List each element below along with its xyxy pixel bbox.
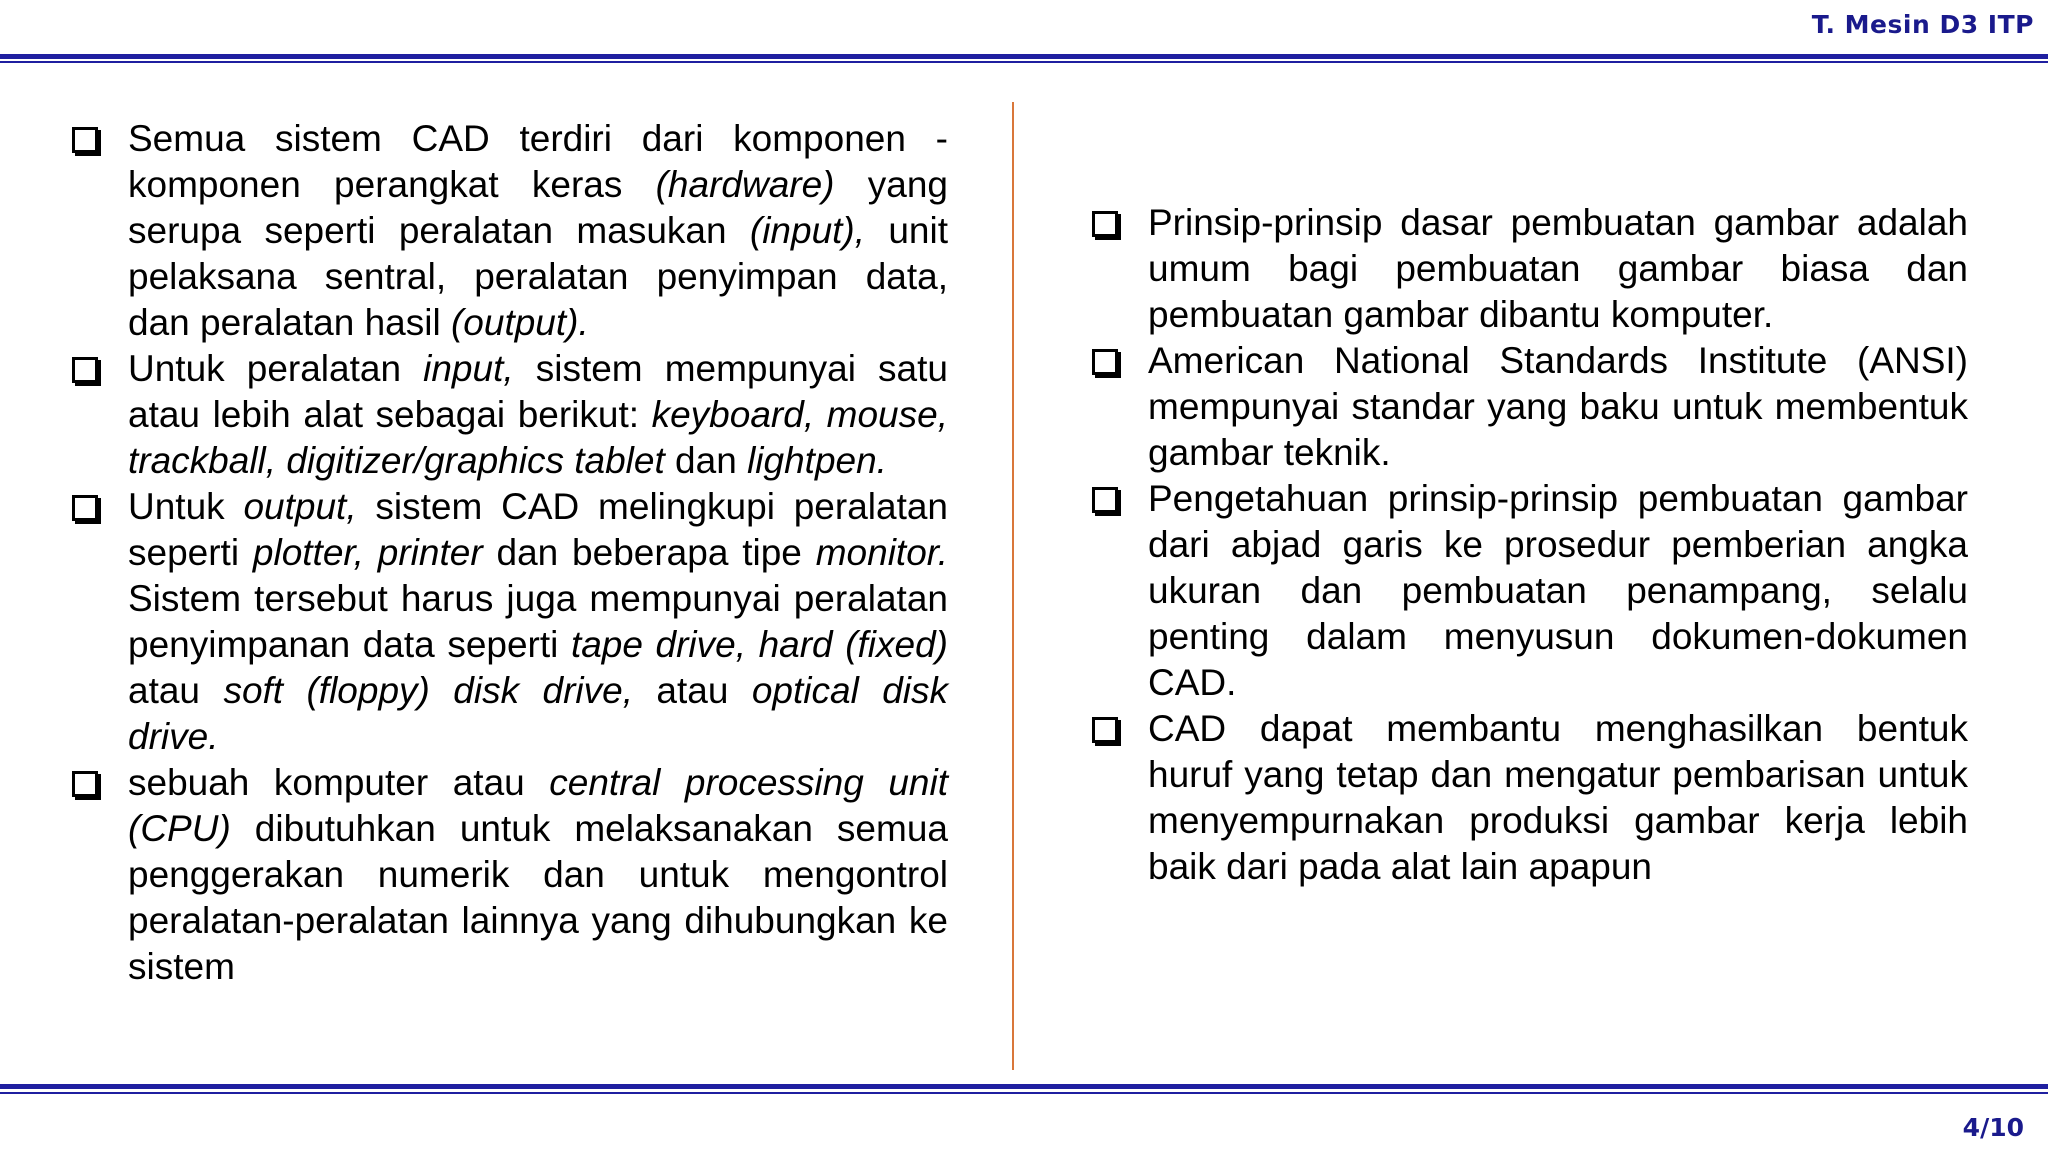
left-column bbox=[72, 116, 948, 990]
list-item-text bbox=[1148, 340, 1968, 473]
list-item-text bbox=[128, 118, 948, 343]
italic-text-segment: keyboard, mouse, trackball, digitizer/graphics tablet bbox=[128, 394, 948, 481]
checkbox-bullet-icon bbox=[1092, 211, 1118, 237]
page-number: 4/10 bbox=[1962, 1113, 2024, 1142]
italic-text-segment: (output). bbox=[450, 302, 589, 343]
italic-text-segment: tape drive, hard (fixed) bbox=[570, 624, 948, 665]
text-segment: dibutuhkan untuk melaksanakan semua penggerakan numerik dan untuk mengontrol peralatan-peralatan lainnya yang dihubungkan ke sistem bbox=[128, 808, 948, 987]
right-bullet-list bbox=[1092, 200, 1968, 890]
italic-text-segment: central processing unit (CPU) bbox=[128, 762, 948, 849]
list-item-text bbox=[1148, 202, 1968, 335]
text-segment: yang serupa seperti peralatan masukan bbox=[128, 164, 949, 251]
text-segment: unit pelaksana sentral, peralatan penyimpan data, dan peralatan hasil bbox=[128, 210, 949, 343]
italic-text-segment: optical disk drive. bbox=[128, 670, 949, 757]
list-item-text bbox=[1148, 708, 1968, 887]
list-item bbox=[1092, 706, 1968, 890]
list-item-text bbox=[128, 348, 948, 481]
column-divider bbox=[1012, 102, 1014, 1070]
list-item-text bbox=[128, 762, 948, 987]
header-rule-thick bbox=[0, 54, 2048, 59]
text-segment: Untuk bbox=[128, 486, 244, 527]
text-segment: Prinsip-prinsip dasar pembuatan gambar adalah umum bagi pembuatan gambar biasa dan pembuatan gambar dibantu komputer. bbox=[1148, 202, 1968, 335]
italic-text-segment: (input), bbox=[749, 210, 866, 251]
right-column bbox=[1092, 200, 1968, 890]
text-segment: sebuah komputer atau bbox=[128, 762, 550, 803]
italic-text-segment: monitor. bbox=[815, 532, 949, 573]
italic-text-segment: output, bbox=[243, 486, 357, 527]
footer-rule-thick bbox=[0, 1084, 2048, 1089]
italic-text-segment: input, bbox=[423, 348, 514, 389]
text-segment: sistem mempunyai satu atau lebih alat sebagai berikut: bbox=[128, 348, 948, 435]
checkbox-bullet-icon bbox=[72, 127, 98, 153]
checkbox-bullet-icon bbox=[72, 357, 98, 383]
text-segment: CAD dapat membantu menghasilkan bentuk huruf yang tetap dan mengatur pembarisan untuk menyempurnakan produksi gambar kerja lebih baik dari pada alat lain apapun bbox=[1148, 708, 1968, 887]
text-segment: Semua sistem CAD terdiri dari komponen - komponen perangkat keras bbox=[128, 118, 948, 205]
italic-text-segment: lightpen. bbox=[747, 440, 887, 481]
checkbox-bullet-icon bbox=[1092, 717, 1118, 743]
text-segment: American National Standards Institute (ANSI) mempunyai standar yang baku untuk membentuk gambar teknik. bbox=[1148, 340, 1968, 473]
list-item-text bbox=[1148, 478, 1968, 703]
list-item-text bbox=[128, 486, 948, 757]
text-segment: dan beberapa tipe bbox=[482, 532, 816, 573]
header-title: T. Mesin D3 ITP bbox=[1811, 10, 2034, 39]
italic-text-segment: plotter, printer bbox=[252, 532, 483, 573]
italic-text-segment: (hardware) bbox=[655, 164, 835, 205]
text-segment: Untuk peralatan bbox=[128, 348, 424, 389]
list-item bbox=[72, 484, 948, 760]
checkbox-bullet-icon bbox=[72, 495, 98, 521]
text-segment: sistem CAD melingkupi peralatan seperti bbox=[128, 486, 949, 573]
list-item bbox=[1092, 338, 1968, 476]
list-item bbox=[1092, 200, 1968, 338]
text-segment: Pengetahuan prinsip-prinsip pembuatan gambar dari abjad garis ke prosedur pemberian angka ukuran dan pembuatan penampang, selalu penting dalam menyusun dokumen-dokumen CAD. bbox=[1148, 478, 1968, 703]
list-item bbox=[72, 760, 948, 990]
list-item bbox=[72, 346, 948, 484]
header-rule-thin bbox=[0, 61, 2048, 63]
checkbox-bullet-icon bbox=[72, 771, 98, 797]
text-segment: atau bbox=[128, 670, 224, 711]
list-item bbox=[1092, 476, 1968, 706]
checkbox-bullet-icon bbox=[1092, 487, 1118, 513]
text-segment: Sistem tersebut harus juga mempunyai peralatan penyimpanan data seperti bbox=[128, 578, 948, 665]
text-segment: atau bbox=[632, 670, 752, 711]
list-item bbox=[72, 116, 948, 346]
checkbox-bullet-icon bbox=[1092, 349, 1118, 375]
left-bullet-list bbox=[72, 116, 948, 990]
footer-rule-thin bbox=[0, 1092, 2048, 1094]
italic-text-segment: soft (floppy) disk drive, bbox=[223, 670, 633, 711]
text-segment: dan bbox=[664, 440, 748, 481]
